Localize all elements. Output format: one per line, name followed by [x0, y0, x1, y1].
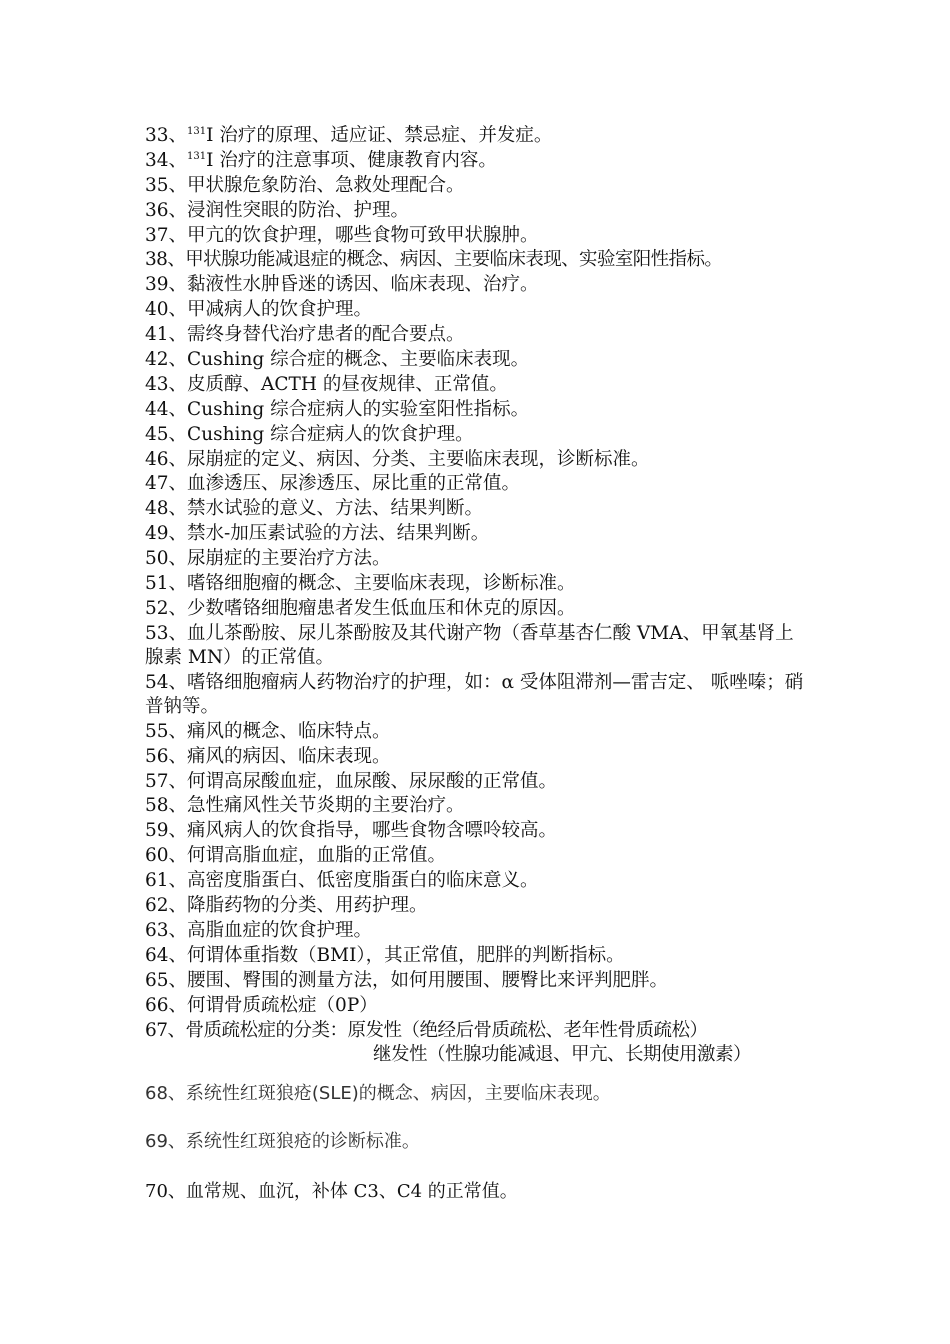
list-item-57: 57、何谓高尿酸血症，血尿酸、尿尿酸的正常值。: [145, 770, 558, 792]
list-item-67-continuation: 继发性（性腺功能减退、甲亢、长期使用激素）: [373, 1044, 752, 1066]
list-item-70: 70、血常规、血沉，补体 C3、C4 的正常值。: [145, 1181, 518, 1203]
list-item-63: 63、高脂血症的饮食护理。: [145, 919, 373, 941]
list-item-42: 42、Cushing 综合症的概念、主要临床表现。: [145, 349, 530, 371]
list-item-37: 37、甲亢的饮食护理，哪些食物可致甲状腺肿。: [145, 224, 539, 246]
list-item-35: 35、甲状腺危象防治、急救处理配合。: [145, 174, 465, 196]
list-item-65: 65、腰围、臀围的测量方法，如何用腰围、腰臀比来评判肥胖。: [145, 969, 669, 991]
list-item-62: 62、降脂药物的分类、用药护理。: [145, 895, 428, 917]
list-item-47: 47、血渗透压、尿渗透压、尿比重的正常值。: [145, 473, 521, 495]
list-item-45: 45、Cushing 综合症病人的饮食护理。: [145, 423, 474, 445]
list-item-34: 34、$^{131}$I 治疗的注意事项、健康教育内容。: [145, 149, 497, 171]
list-item-54: 54、嗜铬细胞瘤病人药物治疗的护理，如：α 受体阻滞剂—雷吉定、 哌唑嗪；硝普钠等。: [145, 671, 804, 717]
list-item-61: 61、高密度脂蛋白、低密度脂蛋白的临床意义。: [145, 870, 539, 892]
list-item-53: 53、血儿茶酚胺、尿儿茶酚胺及其代谢产物（香草基杏仁酸 VMA、甲氧基肾上腺素 MN）的正常值。: [145, 622, 794, 668]
list-item-50: 50、尿崩症的主要治疗方法。: [145, 548, 391, 570]
list-item-69: 69、系统性红斑狼疮的诊断标准。: [145, 1131, 420, 1153]
list-item-58: 58、急性痛风性关节炎期的主要治疗。: [145, 795, 465, 817]
list-item-48: 48、禁水试验的意义、方法、结果判断。: [145, 498, 484, 520]
list-item-46: 46、尿崩症的定义、病因、分类、主要临床表现，诊断标准。: [145, 448, 650, 470]
list-item-33: 33、$^{131}$I 治疗的原理、适应证、禁忌症、并发症。: [145, 125, 553, 146]
list-item-51: 51、嗜铬细胞瘤的概念、主要临床表现，诊断标准。: [145, 573, 576, 595]
list-item-59: 59、痛风病人的饮食指导，哪些食物含嘌呤较高。: [145, 820, 558, 842]
list-item-56: 56、痛风的病因、临床表现。: [145, 745, 391, 767]
list-item-43: 43、皮质醇、ACTH 的昼夜规律、正常值。: [145, 373, 508, 395]
list-item-66: 66、何谓骨质疏松症（0P）: [145, 994, 378, 1016]
list-item-52: 52、少数嗜铬细胞瘤患者发生低血压和休克的原因。: [145, 597, 576, 619]
list-item-68: 68、系统性红斑狼疮(SLE)的概念、病因，主要临床表现。: [145, 1083, 611, 1105]
list-item-44: 44、Cushing 综合症病人的实验室阳性指标。: [145, 398, 530, 420]
list-item-67: 67、骨质疏松症的分类：原发性（绝经后骨质疏松、老年性骨质疏松） 继发性（性腺功能减退、甲亢、长期使用激素）: [145, 1019, 845, 1069]
list-item-49: 49、禁水-加压素试验的方法、结果判断。: [145, 523, 490, 545]
list-item-40: 40、甲减病人的饮食护理。: [145, 299, 373, 321]
list-item-55: 55、痛风的概念、临床特点。: [145, 720, 391, 742]
list-item-64: 64、何谓体重指数（BMI），其正常值，肥胖的判断指标。: [145, 944, 625, 966]
outline-list: [145, 124, 845, 1204]
list-item-36: 36、浸润性突眼的防治、护理。: [145, 199, 410, 221]
list-item-41: 41、需终身替代治疗患者的配合要点。: [145, 324, 465, 346]
list-item-38: 38、甲状腺功能减退症的概念、病因、主要临床表现、实验室阳性指标。: [145, 249, 723, 271]
list-item-60: 60、何谓高脂血症，血脂的正常值。: [145, 845, 447, 867]
list-item-39: 39、黏液性水肿昏迷的诱因、临床表现、治疗。: [145, 274, 539, 296]
